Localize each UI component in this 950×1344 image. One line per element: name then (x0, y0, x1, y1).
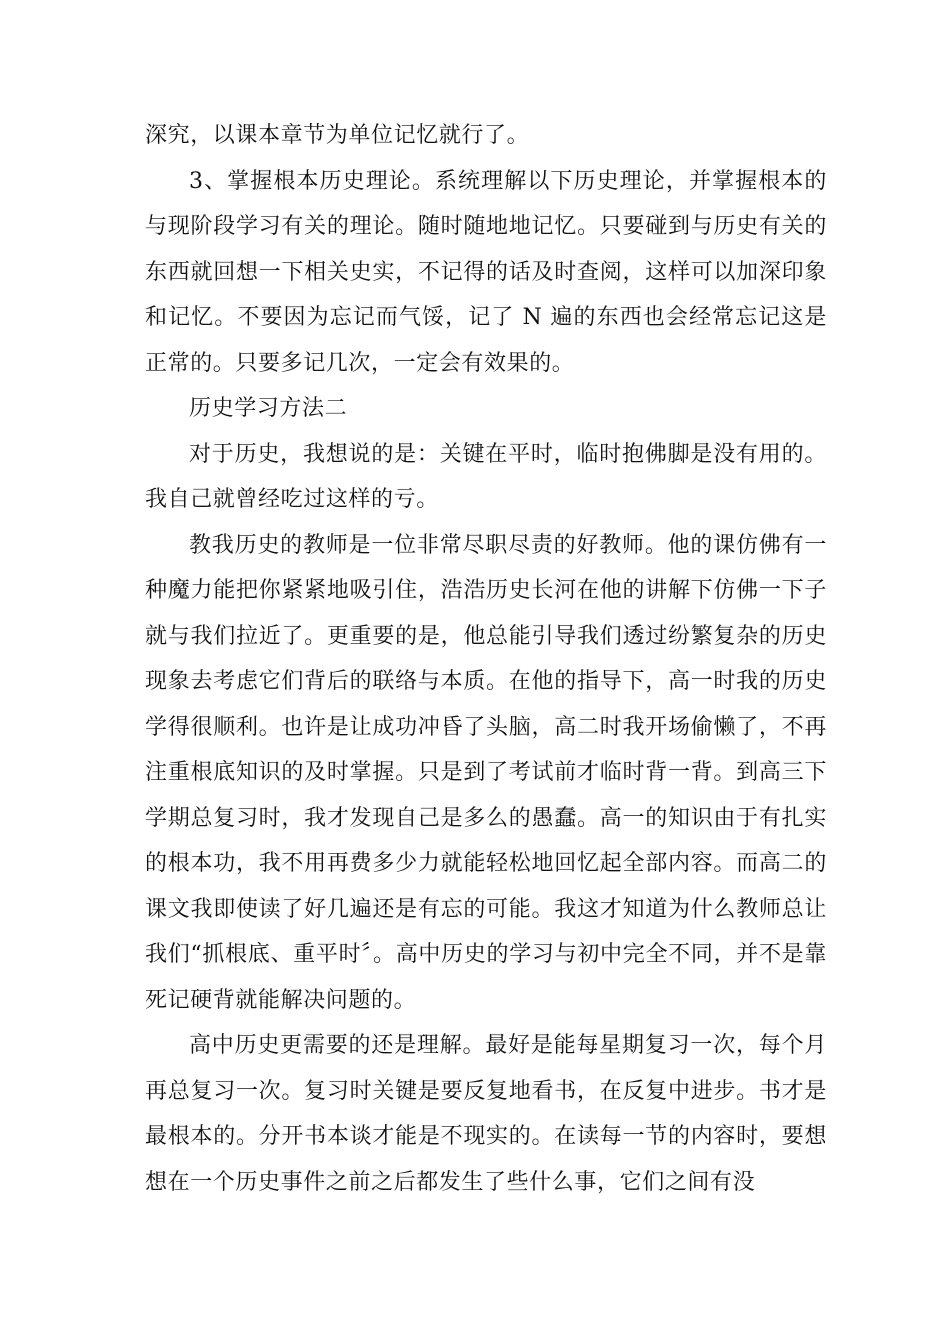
paragraph-2: 3、掌握根本历史理论。系统理解以下历史理论，并掌握根本的与现阶段学习有关的理论。随时随地地记忆。只要碰到与历史有关的东西就回想一下相关史实，不记得的话及时查阅，这样可以加深印象和记忆。不要因为忘记而气馁，记了 N 遍的东西也会经常忘记这是正常的。只要多记几次，一定会有效果的。 (145, 168, 827, 376)
paragraph-3: 对于历史，我想说的是：关键在平时，临时抱佛脚是没有用的。我自己就曾经吃过这样的亏。 (145, 441, 827, 512)
section-heading: 历史学习方法二 (189, 396, 348, 421)
paragraph-1: 深究，以课本章节为单位记忆就行了。 (145, 123, 530, 148)
paragraph-5: 高中历史更需要的还是理解。最好是能每星期复习一次，每个月再总复习一次。复习时关键是要反复地看书，在反复中进步。书才是最根本的。分开书本谈才能是不现实的。在读每一节的内容时，要想想在一个历史事件之前之后都发生了些什么事，它们之间有没 (145, 1033, 827, 1195)
document-body (145, 113, 827, 1205)
paragraph-4: 教我历史的教师是一位非常尽职尽责的好教师。他的课仿佛有一种魔力能把你紧紧地吸引住，浩浩历史长河在他的讲解下仿佛一下子就与我们拉近了。更重要的是，他总能引导我们透过纷繁复杂的历史现象去考虑它们背后的联络与本质。在他的指导下，高一时我的历史学得很顺利。也许是让成功冲昏了头脑，高二时我开场偷懒了，不再注重根底知识的及时掌握。只是到了考试前才临时背一背。到高三下学期总复习时，我才发现自己是多么的愚蠢。高一的知识由于有扎实的根本功，我不用再费多少力就能轻松地回忆起全部内容。而高二的课文我即使读了好几遍还是有忘的可能。我这才知道为什么教师总让我们“抓根底、重平时〞。高中历史的学习与初中完全不同，并不是靠死记硬背就能解决问题的。 (145, 532, 827, 1013)
